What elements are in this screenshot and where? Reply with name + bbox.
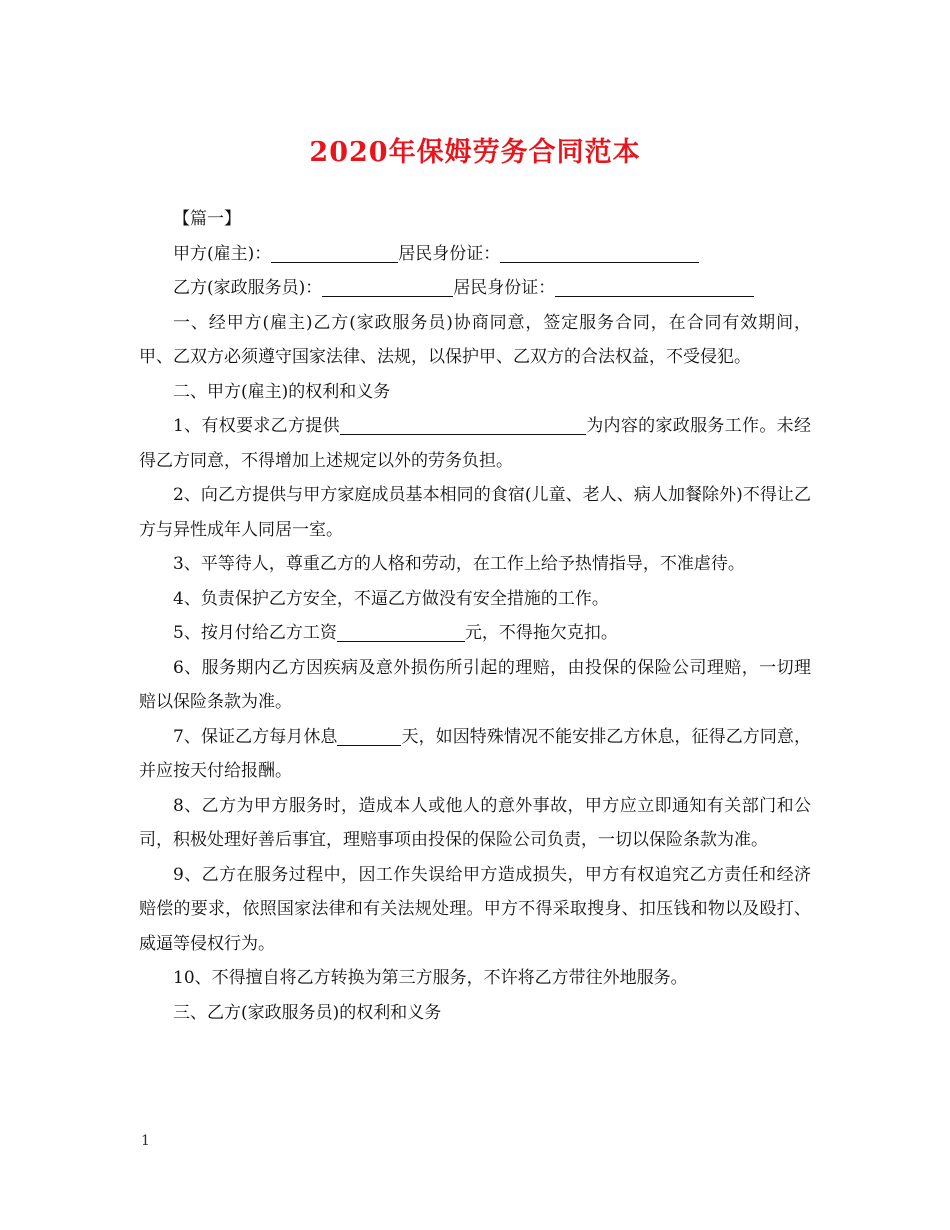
service-content-blank [340,416,586,435]
party-b-name-blank [322,278,453,297]
party-a-label: 甲方(雇主)： [173,243,272,264]
item-5-text-before: 5、按月付给乙方工资 [173,623,337,643]
item-6: 6、服务期内乙方因疾病及意外损伤所引起的理赔，由投保的保险公司理赔，一切理赔以保险条款为准。 [139,657,811,712]
item-7-text-before: 7、保证乙方每月休息 [173,726,338,747]
salary-blank [337,623,465,642]
item-1-text-after: 为内容的家政服务工作。未经得乙方同意，不得增加上述规定以外的劳务负担。 [139,416,811,471]
clause-2-heading: 二、甲方(雇主)的权利和义务 [173,381,391,402]
item-3: 3、平等待人，尊重乙方的人格和劳动，在工作上给予热情指导，不准虐待。 [173,554,745,574]
rest-days-blank [337,727,401,746]
party-b-id-label: 居民身份证： [453,278,556,298]
item-2: 2、向乙方提供与甲方家庭成员基本相同的食宿(儿童、老人、病人加餐除外)不得让乙方与异性成年人同居一室。 [139,485,811,540]
item-5 [139,616,811,651]
party-a-id-blank [500,244,699,263]
clause-3-heading: 三、乙方(家政服务员)的权利和义务 [173,1002,442,1023]
party-a-id-label: 居民身份证： [398,243,501,264]
document-title: 2020年保姆劳务合同范本 [309,137,641,168]
party-a-name-blank [271,244,398,263]
party-b-line [139,271,811,306]
item-1-text-before: 1、有权要求乙方提供 [173,416,340,436]
item-7-text-after: 天，如因特殊情况不能安排乙方休息，征得乙方同意，并应按天付给报酬。 [139,726,812,781]
item-5-text-after: 元，不得拖欠克扣。 [464,623,618,643]
item-4: 4、负责保护乙方安全，不逼乙方做没有安全措施的工作。 [173,588,609,609]
party-b-label: 乙方(家政服务员)： [173,278,323,298]
item-9: 9、乙方在服务过程中，因工作失误给甲方造成损失，甲方有权追究乙方责任和经济赔偿的要求，依照国家法律和有关法规处理。甲方不得采取搜身、扣压钱和物以及殴打、威逼等侵权行为。 [139,864,811,954]
document-body [139,202,811,1030]
party-b-id-blank [555,278,754,297]
item-10: 10、不得擅自将乙方转换为第三方服务，不许将乙方带往外地服务。 [173,968,688,988]
clause-1: 一、经甲方(雇主)乙方(家政服务员)协商同意，签定服务合同，在合同有效期间，甲、乙双方必须遵守国家法律、法规，以保护甲、乙双方的合法权益，不受侵犯。 [139,312,811,367]
item-8: 8、乙方为甲方服务时，造成本人或他人的意外事故，甲方应立即通知有关部门和公司，积极处理好善后事宜，理赔事项由投保的保险公司负责，一切以保险条款为准。 [139,795,811,850]
party-a-line [139,237,811,272]
item-1 [139,409,811,478]
page-number: 1 [141,1133,150,1149]
section-label: 【篇一】 [173,209,241,229]
item-7 [139,720,811,789]
